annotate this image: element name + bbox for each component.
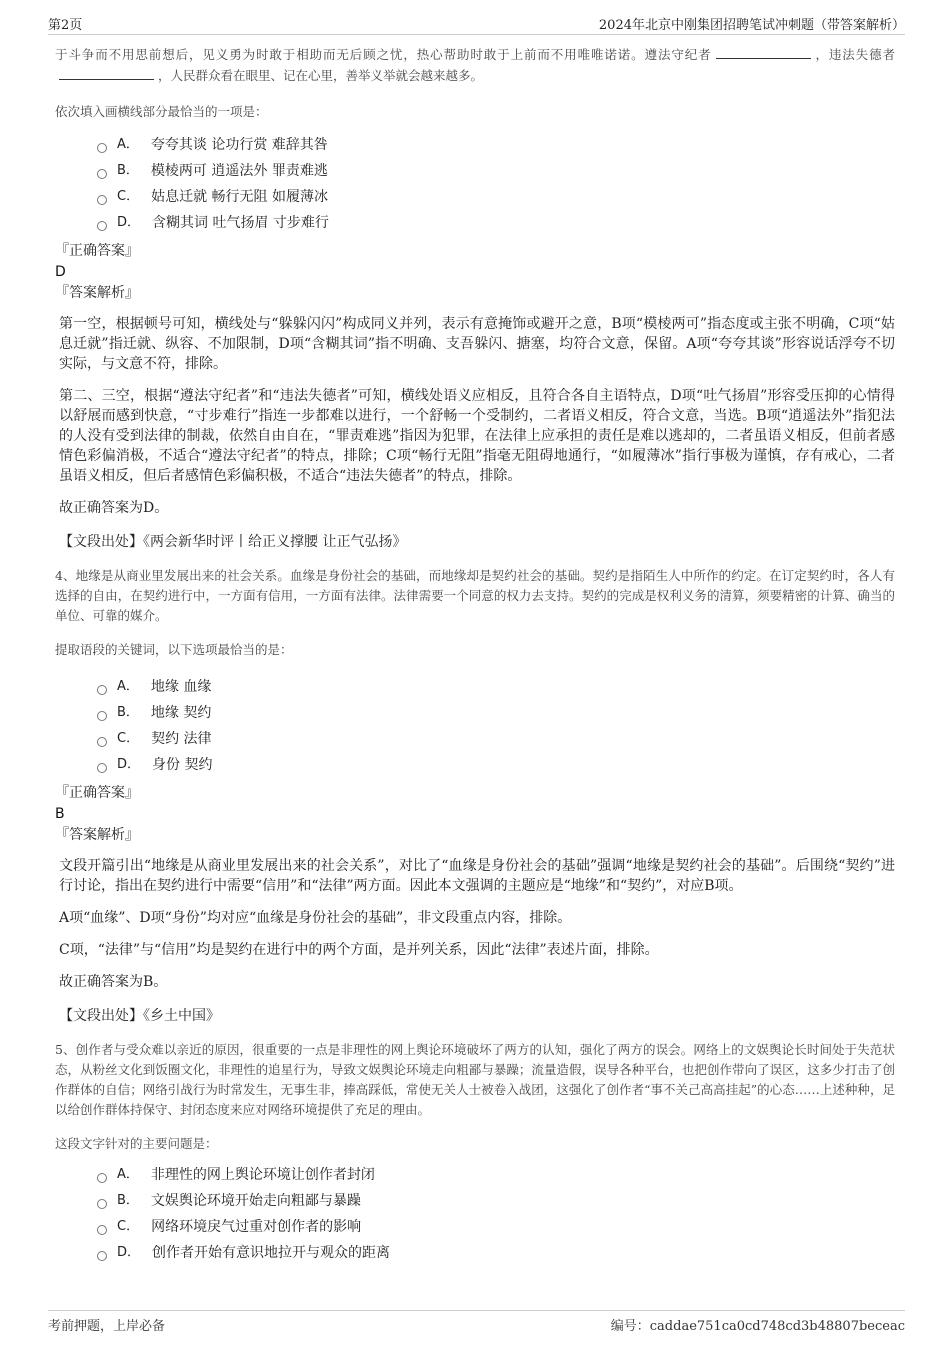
option-b[interactable]: B． 文娱舆论环境开始走向粗鄙与暴躁 bbox=[97, 1188, 895, 1214]
question-3-prompt: 依次填入画横线部分最恰当的一项是： bbox=[55, 104, 268, 119]
passage-source: 【文段出处】《乡土中国》 bbox=[59, 1008, 220, 1024]
radio-icon[interactable] bbox=[97, 195, 107, 205]
option-d[interactable]: D． 创作者开始有意识地拉开与观众的距离 bbox=[97, 1240, 895, 1266]
page-number: 第2页 bbox=[48, 18, 83, 33]
option-b[interactable]: B． 地缘 契约 bbox=[97, 700, 895, 726]
question-3-text-part1: 于斗争而不用思前想后，见义勇为时敢于相助而无后顾之忧，热心帮助时敢于上前而不用唯唯诺诺。遵法守纪者 bbox=[55, 47, 712, 62]
option-b[interactable]: B． 模棱两可 逍遥法外 罪责难逃 bbox=[97, 158, 895, 184]
correct-answer: B bbox=[55, 806, 65, 822]
analysis-conclusion: 故正确答案为D。 bbox=[59, 500, 169, 516]
question-3-text-part2: ，违法失德者 bbox=[814, 47, 895, 62]
correct-answer: D bbox=[55, 264, 66, 280]
document-body bbox=[55, 40, 895, 1266]
footer-slogan: 考前押题，上岸必备 bbox=[48, 1319, 166, 1334]
correct-answer-label: 『正确答案』 bbox=[55, 243, 139, 259]
question-3-text bbox=[55, 44, 895, 86]
radio-icon[interactable] bbox=[97, 1251, 107, 1261]
passage-source: 【文段出处】《两会新华时评丨给正义撑腰 让正气弘扬》 bbox=[59, 534, 407, 550]
question-4-text: 4、地缘是从商业里发展出来的社会关系。血缘是身份社会的基础，而地缘却是契约社会的基础。契约是指陌生人中所作的约定。在订定契约时，各人有选择的自由，在契约进行中，一方面有信用，一方面有法律。法律需要一个同意的权力去支持。契约的完成是权利义务的清算，须要精密的计算、确当的单位、可靠的媒介。 bbox=[55, 568, 895, 623]
radio-icon[interactable] bbox=[97, 1225, 107, 1235]
answer-blank-2 bbox=[716, 44, 811, 59]
option-a[interactable]: A． 非理性的网上舆论环境让创作者封闭 bbox=[97, 1162, 895, 1188]
analysis-conclusion: 故正确答案为B。 bbox=[59, 974, 168, 990]
question-3-text-part3: ，人民群众看在眼里、记在心里，善举义举就会越来越多。 bbox=[158, 68, 484, 83]
radio-icon[interactable] bbox=[97, 685, 107, 695]
option-c[interactable]: C． 姑息迁就 畅行无阻 如履薄冰 bbox=[97, 184, 895, 210]
page-footer bbox=[48, 1310, 905, 1335]
answer-blank-3 bbox=[59, 65, 154, 80]
page-header bbox=[48, 12, 905, 35]
radio-icon[interactable] bbox=[97, 1173, 107, 1183]
radio-icon[interactable] bbox=[97, 711, 107, 721]
analysis-paragraph: 文段开篇引出“地缘是从商业里发展出来的社会关系”，对比了“血缘是身份社会的基础”强调“地缘是契约社会的基础”。后围绕“契约”进行讨论，指出在契约进行中需要“信用”和“法律”两方面。因此本文强调的主题应是“地缘”和“契约”，对应B项。 bbox=[59, 858, 895, 894]
option-c[interactable]: C． 网络环境戾气过重对创作者的影响 bbox=[97, 1214, 895, 1240]
document-id: 编号：caddae751ca0cd748cd3b48807beceac bbox=[610, 1319, 905, 1334]
analysis-paragraph: A项“血缘”、D项“身份”均对应“血缘是身份社会的基础”，非文段重点内容，排除。 bbox=[59, 910, 572, 926]
correct-answer-label: 『正确答案』 bbox=[55, 785, 139, 801]
document-title: 2024年北京中刚集团招聘笔试冲刺题（带答案解析） bbox=[598, 18, 905, 33]
radio-icon[interactable] bbox=[97, 763, 107, 773]
question-3-options bbox=[55, 132, 895, 236]
radio-icon[interactable] bbox=[97, 737, 107, 747]
option-a[interactable]: A． 地缘 血缘 bbox=[97, 674, 895, 700]
radio-icon[interactable] bbox=[97, 1199, 107, 1209]
question-5-options bbox=[55, 1162, 895, 1266]
option-d[interactable]: D． 身份 契约 bbox=[97, 752, 895, 778]
analysis-paragraph: 第二、三空，根据“遵法守纪者”和“违法失德者”可知，横线处语义应相反，且符合各自主语特点，D项“吐气扬眉”形容受压抑的心情得以舒展而感到快意，“寸步难行”指连一步都难以进行，一个舒畅一个受制约，二者语义相反，符合文意，当选。B项“逍遥法外”指犯法的人没有受到法律的制裁，依然自由自在，“罪责难逃”指因为犯罪，在法律上应承担的责任是难以逃却的，二者虽语义相反，但前者感情色彩偏消极，不适合“遵法守纪者”的特点，排除；C项“畅行无阻”指毫无阻碍地通行，“如履薄冰”指行事极为谨慎，存有戒心，二者虽语义相反，但后者感情色彩偏积极，不适合“违法失德者”的特点，排除。 bbox=[59, 388, 895, 484]
question-4-options bbox=[55, 674, 895, 778]
question-5-text: 5、创作者与受众难以亲近的原因，很重要的一点是非理性的网上舆论环境破坏了两方的认知，强化了两方的误会。网络上的文娱舆论长时间处于失范状态，从粉丝文化到饭圈文化，非理性的追星行为，导致文娱舆论环境走向粗鄙与暴躁；流量造假，误导各种平台，也把创作带向了误区，这多少打击了创作群体的自信；网络引战行为时常发生，无事生非，捧高踩低，常使无关人士被卷入战团，这强化了创作者“事不关己高高挂起”的心态……上述种种，足以给创作群体持保守、封闭态度来应对网络环境提供了充足的理由。 bbox=[55, 1042, 895, 1117]
analysis-paragraph: 第一空，根据顿号可知，横线处与“躲躲闪闪”构成同义并列，表示有意掩饰或避开之意，B项“模棱两可”指态度或主张不明确，C项“姑息迁就”指迁就、纵容、不加限制，D项“含糊其词”指不明确、支吾躲闪、搪塞，均符合文意，保留。A项“夸夸其谈”形容说话浮夸不切实际，与文意不符，排除。 bbox=[59, 316, 895, 372]
radio-icon[interactable] bbox=[97, 143, 107, 153]
question-5-prompt: 这段文字针对的主要问题是： bbox=[55, 1136, 218, 1151]
question-4-prompt: 提取语段的关键词，以下选项最恰当的是： bbox=[55, 642, 293, 657]
option-a[interactable]: A． 夸夸其谈 论功行赏 难辞其咎 bbox=[97, 132, 895, 158]
radio-icon[interactable] bbox=[97, 221, 107, 231]
radio-icon[interactable] bbox=[97, 169, 107, 179]
analysis-label: 『答案解析』 bbox=[55, 285, 139, 301]
analysis-paragraph: C项，“法律”与“信用”均是契约在进行中的两个方面，是并列关系，因此“法律”表述片面，排除。 bbox=[59, 942, 659, 958]
option-d[interactable]: D． 含糊其词 吐气扬眉 寸步难行 bbox=[97, 210, 895, 236]
option-c[interactable]: C． 契约 法律 bbox=[97, 726, 895, 752]
analysis-label: 『答案解析』 bbox=[55, 827, 139, 843]
